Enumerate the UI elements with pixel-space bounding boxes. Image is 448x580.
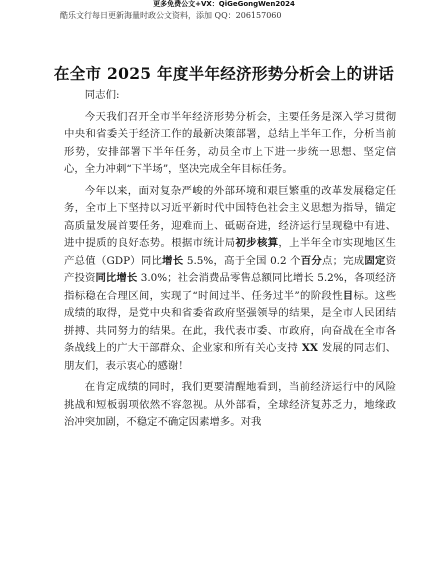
paragraph-2: 今年以来，面对复杂严峻的外部环境和艰巨繁重的改革发展稳定任务，全市上下坚持以习近平新时代中国特色社会主义思想为指导，锚定高质量发展首要任务，迎难而上、砥砺奋进，经济运行呈现稳中有进、进中提质的良好态势。根据市统计局初步核算，上半年全市实现地区生产总值（GDP）同比增长 5.5%，高于全国 0.2 个百分点；完成固定资产投资同比增长 3.0%；社会消费品零售总额同比增长 5.2%，各项经济指标稳在合理区间，实现了“时间过半、任务过半”的阶段性目标。这些成绩的取得，是党中央和省委省政府坚强领导的结果，是全市人民团结拼搏、共同努力的结果。在此，我代表市委、市政府，向奋战在全市各条战线上的广大干部群众、企业家和所有关心支持 XX 发展的同志们、朋友们，表示衷心的感谢！ bbox=[64, 184, 397, 372]
greeting: 同志们: bbox=[84, 89, 120, 101]
document-title: 在全市 2025 年度半年经济形势分析会上的讲话 bbox=[53, 64, 395, 83]
document-body bbox=[64, 87, 396, 432]
paragraph-1: 今天我们召开全市半年经济形势分析会，主要任务是深入学习贯彻中央和省委关于经济工作的最新决策部署，总结上半年工作，分析当前形势，安排部署下半年任务，动员全市上下进一步统一思想、坚定信心，全力冲刺“下半场”，坚决完成全年目标任务。 bbox=[64, 110, 396, 175]
paragraph-3: 在肯定成绩的同时，我们更要清醒地看到，当前经济运行中的风险挑战和短板弱项依然不容忽视。从外部看，全球经济复苏乏力，地缘政治冲突加剧，不稳定不确定因素增多。对我 bbox=[64, 381, 396, 428]
header-note: 酷乐文行每日更新海量时政公文资料，添加 QQ：206157060 bbox=[60, 11, 282, 20]
promo-banner: 更多免费公文+VX：QiGeGongWen2024 bbox=[153, 0, 295, 8]
